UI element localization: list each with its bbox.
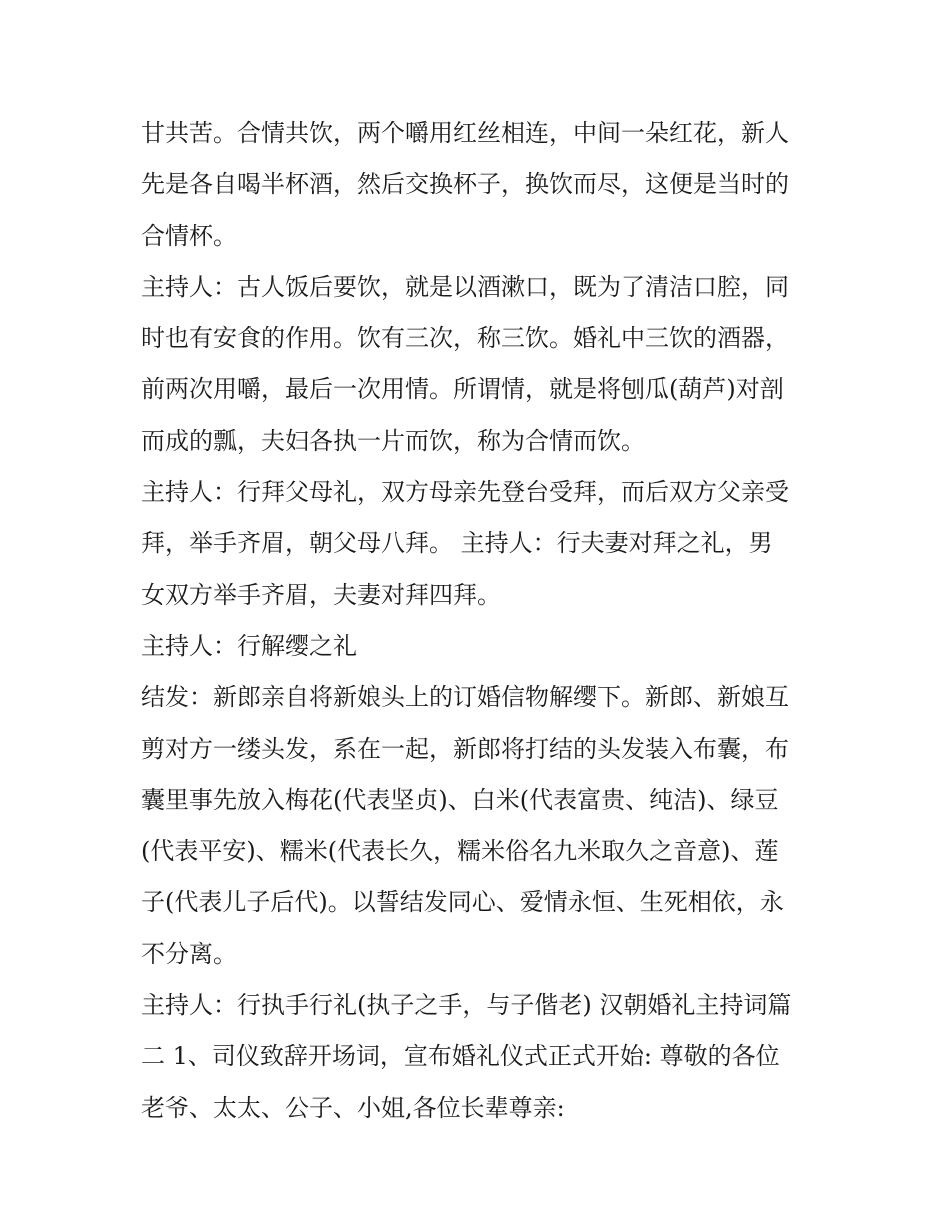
text-line: 而成的瓢，夫妇各执一片而饮，称为合情而饮。	[141, 426, 645, 455]
text-line: 主持人：行执手行礼(执子之手，与子偕老) 汉朝婚礼主持词篇	[141, 991, 792, 1020]
document-body	[141, 108, 813, 1134]
text-line: 时也有安食的作用。饮有三次，称三饮。婚礼中三饮的酒器，	[141, 324, 789, 353]
text-line: 主持人：行解缨之礼	[141, 631, 357, 660]
text-line: 甘共苦。合情共饮，两个嚼用红丝相连，中间一朵红花，新人	[141, 119, 789, 147]
text-line: 子(代表儿子后代)。以誓结发同心、爱情永恒、生死相依，永	[141, 888, 784, 917]
text-line: 老爷、太太、公子、小姐,各位长辈尊亲:	[141, 1093, 565, 1122]
text-line: 剪对方一缕头发，系在一起，新郎将打结的头发装入布囊，布	[141, 734, 789, 763]
text-line: 前两次用嚼，最后一次用情。所谓情，就是将刨瓜(葫芦)对剖	[141, 375, 784, 404]
paragraph-baifumu	[141, 467, 813, 621]
text-line: 合情杯。	[141, 221, 237, 250]
text-line: 不分离。	[141, 939, 237, 968]
paragraph-jieying	[141, 621, 813, 672]
text-line: 先是各自喝半杯酒，然后交换杯子，换饮而尽，这便是当时的	[141, 170, 789, 199]
text-line: 二 1、司仪致辞开场词，宣布婚礼仪式正式开始: 尊敬的各位	[141, 1042, 780, 1071]
paragraph-zhishou	[141, 980, 813, 1134]
text-line: 结发：新郎亲自将新娘头上的订婚信物解缨下。新郎、新娘互	[141, 683, 789, 712]
paragraph-sanyin	[141, 262, 813, 467]
text-line: 拜，举手齐眉，朝父母八拜。 主持人：行夫妻对拜之礼，男	[141, 529, 773, 558]
paragraph-hejingbei	[141, 108, 813, 262]
text-line: 女双方举手齐眉，夫妻对拜四拜。	[141, 580, 501, 609]
paragraph-jiefa	[141, 672, 813, 980]
text-line: (代表平安)、糯米(代表长久，糯米俗名九米取久之音意)、莲	[141, 837, 779, 866]
text-line: 主持人：行拜父母礼，双方母亲先登台受拜，而后双方父亲受	[141, 478, 789, 507]
text-line: 主持人：古人饭后要饮，就是以酒漱口，既为了清洁口腔，同	[141, 272, 789, 301]
text-line: 囊里事先放入梅花(代表坚贞)、白米(代表富贵、纯洁)、绿豆	[141, 785, 779, 814]
